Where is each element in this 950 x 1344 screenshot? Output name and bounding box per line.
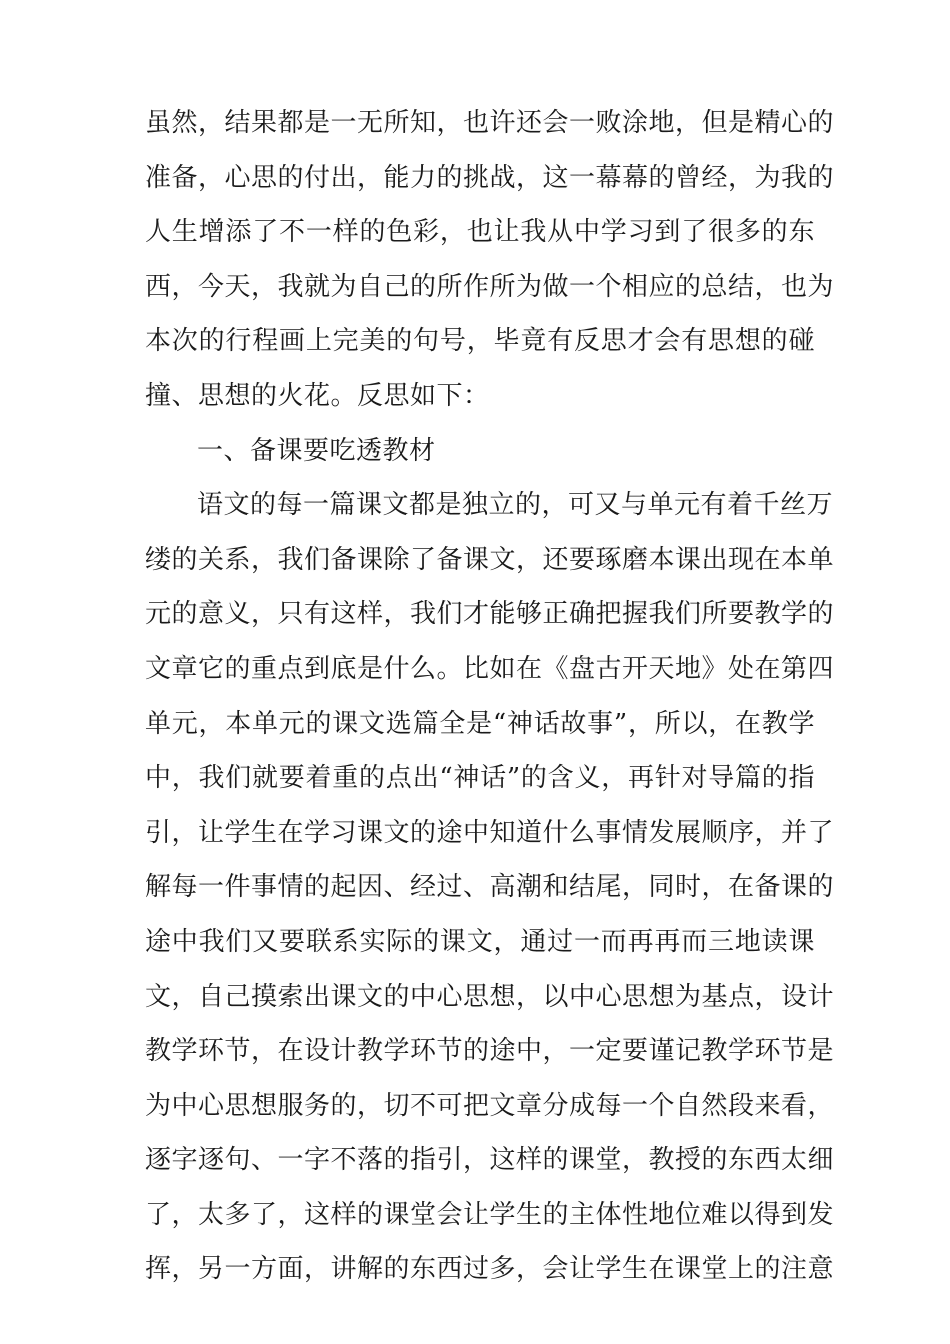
section-heading: 一、备课要吃透教材 [197, 435, 436, 466]
text-line-12: 单元，本单元的课文选篇全是“神话故事”，所以，在教学 [145, 708, 815, 739]
text-line-10: 元的意义，只有这样，我们才能够正确把握我们所要教学的 [145, 599, 835, 630]
text-line-2: 准备，心思的付出，能力的挑战，这一幕幕的曾经，为我的 [145, 162, 835, 193]
body-text [145, 96, 835, 1297]
text-line-17: 文，自己摸索出课文的中心思想，以中心思想为基点，设计 [145, 981, 835, 1012]
text-line-15: 解每一件事情的起因、经过、高潮和结尾，同时，在备课的 [145, 872, 835, 903]
text-line-4: 西，今天，我就为自己的所作所为做一个相应的总结，也为 [145, 271, 835, 302]
text-line-9: 缕的关系，我们备课除了备课文，还要琢磨本课出现在本单 [145, 544, 835, 575]
text-line-11: 文章它的重点到底是什么。比如在《盘古开天地》处在第四 [145, 653, 835, 684]
text-line-6: 撞、思想的火花。反思如下： [145, 380, 490, 411]
text-line-20: 逐字逐句、一字不落的指引，这样的课堂，教授的东西太细 [145, 1145, 835, 1176]
text-line-8: 语文的每一篇课文都是独立的，可又与单元有着千丝万 [197, 490, 834, 521]
text-line-14: 引，让学生在学习课文的途中知道什么事情发展顺序，并了 [145, 817, 835, 848]
text-line-18: 教学环节，在设计教学环节的途中，一定要谨记教学环节是 [145, 1036, 835, 1067]
text-line-22: 挥，另一方面，讲解的东西过多，会让学生在课堂上的注意 [145, 1254, 835, 1285]
text-line-3: 人生增添了不一样的色彩，也让我从中学习到了很多的东 [145, 217, 815, 248]
text-line-13: 中，我们就要着重的点出“神话”的含义，再针对导篇的指 [145, 763, 815, 794]
text-line-21: 了，太多了，这样的课堂会让学生的主体性地位难以得到发 [145, 1199, 835, 1230]
text-line-19: 为中心思想服务的，切不可把文章分成每一个自然段来看， [145, 1090, 835, 1121]
text-line-16: 途中我们又要联系实际的课文，通过一而再再而三地读课 [145, 926, 815, 957]
text-line-1: 虽然，结果都是一无所知，也许还会一败涂地，但是精心的 [145, 108, 835, 138]
text-line-5: 本次的行程画上完美的句号，毕竟有反思才会有思想的碰 [145, 326, 815, 357]
